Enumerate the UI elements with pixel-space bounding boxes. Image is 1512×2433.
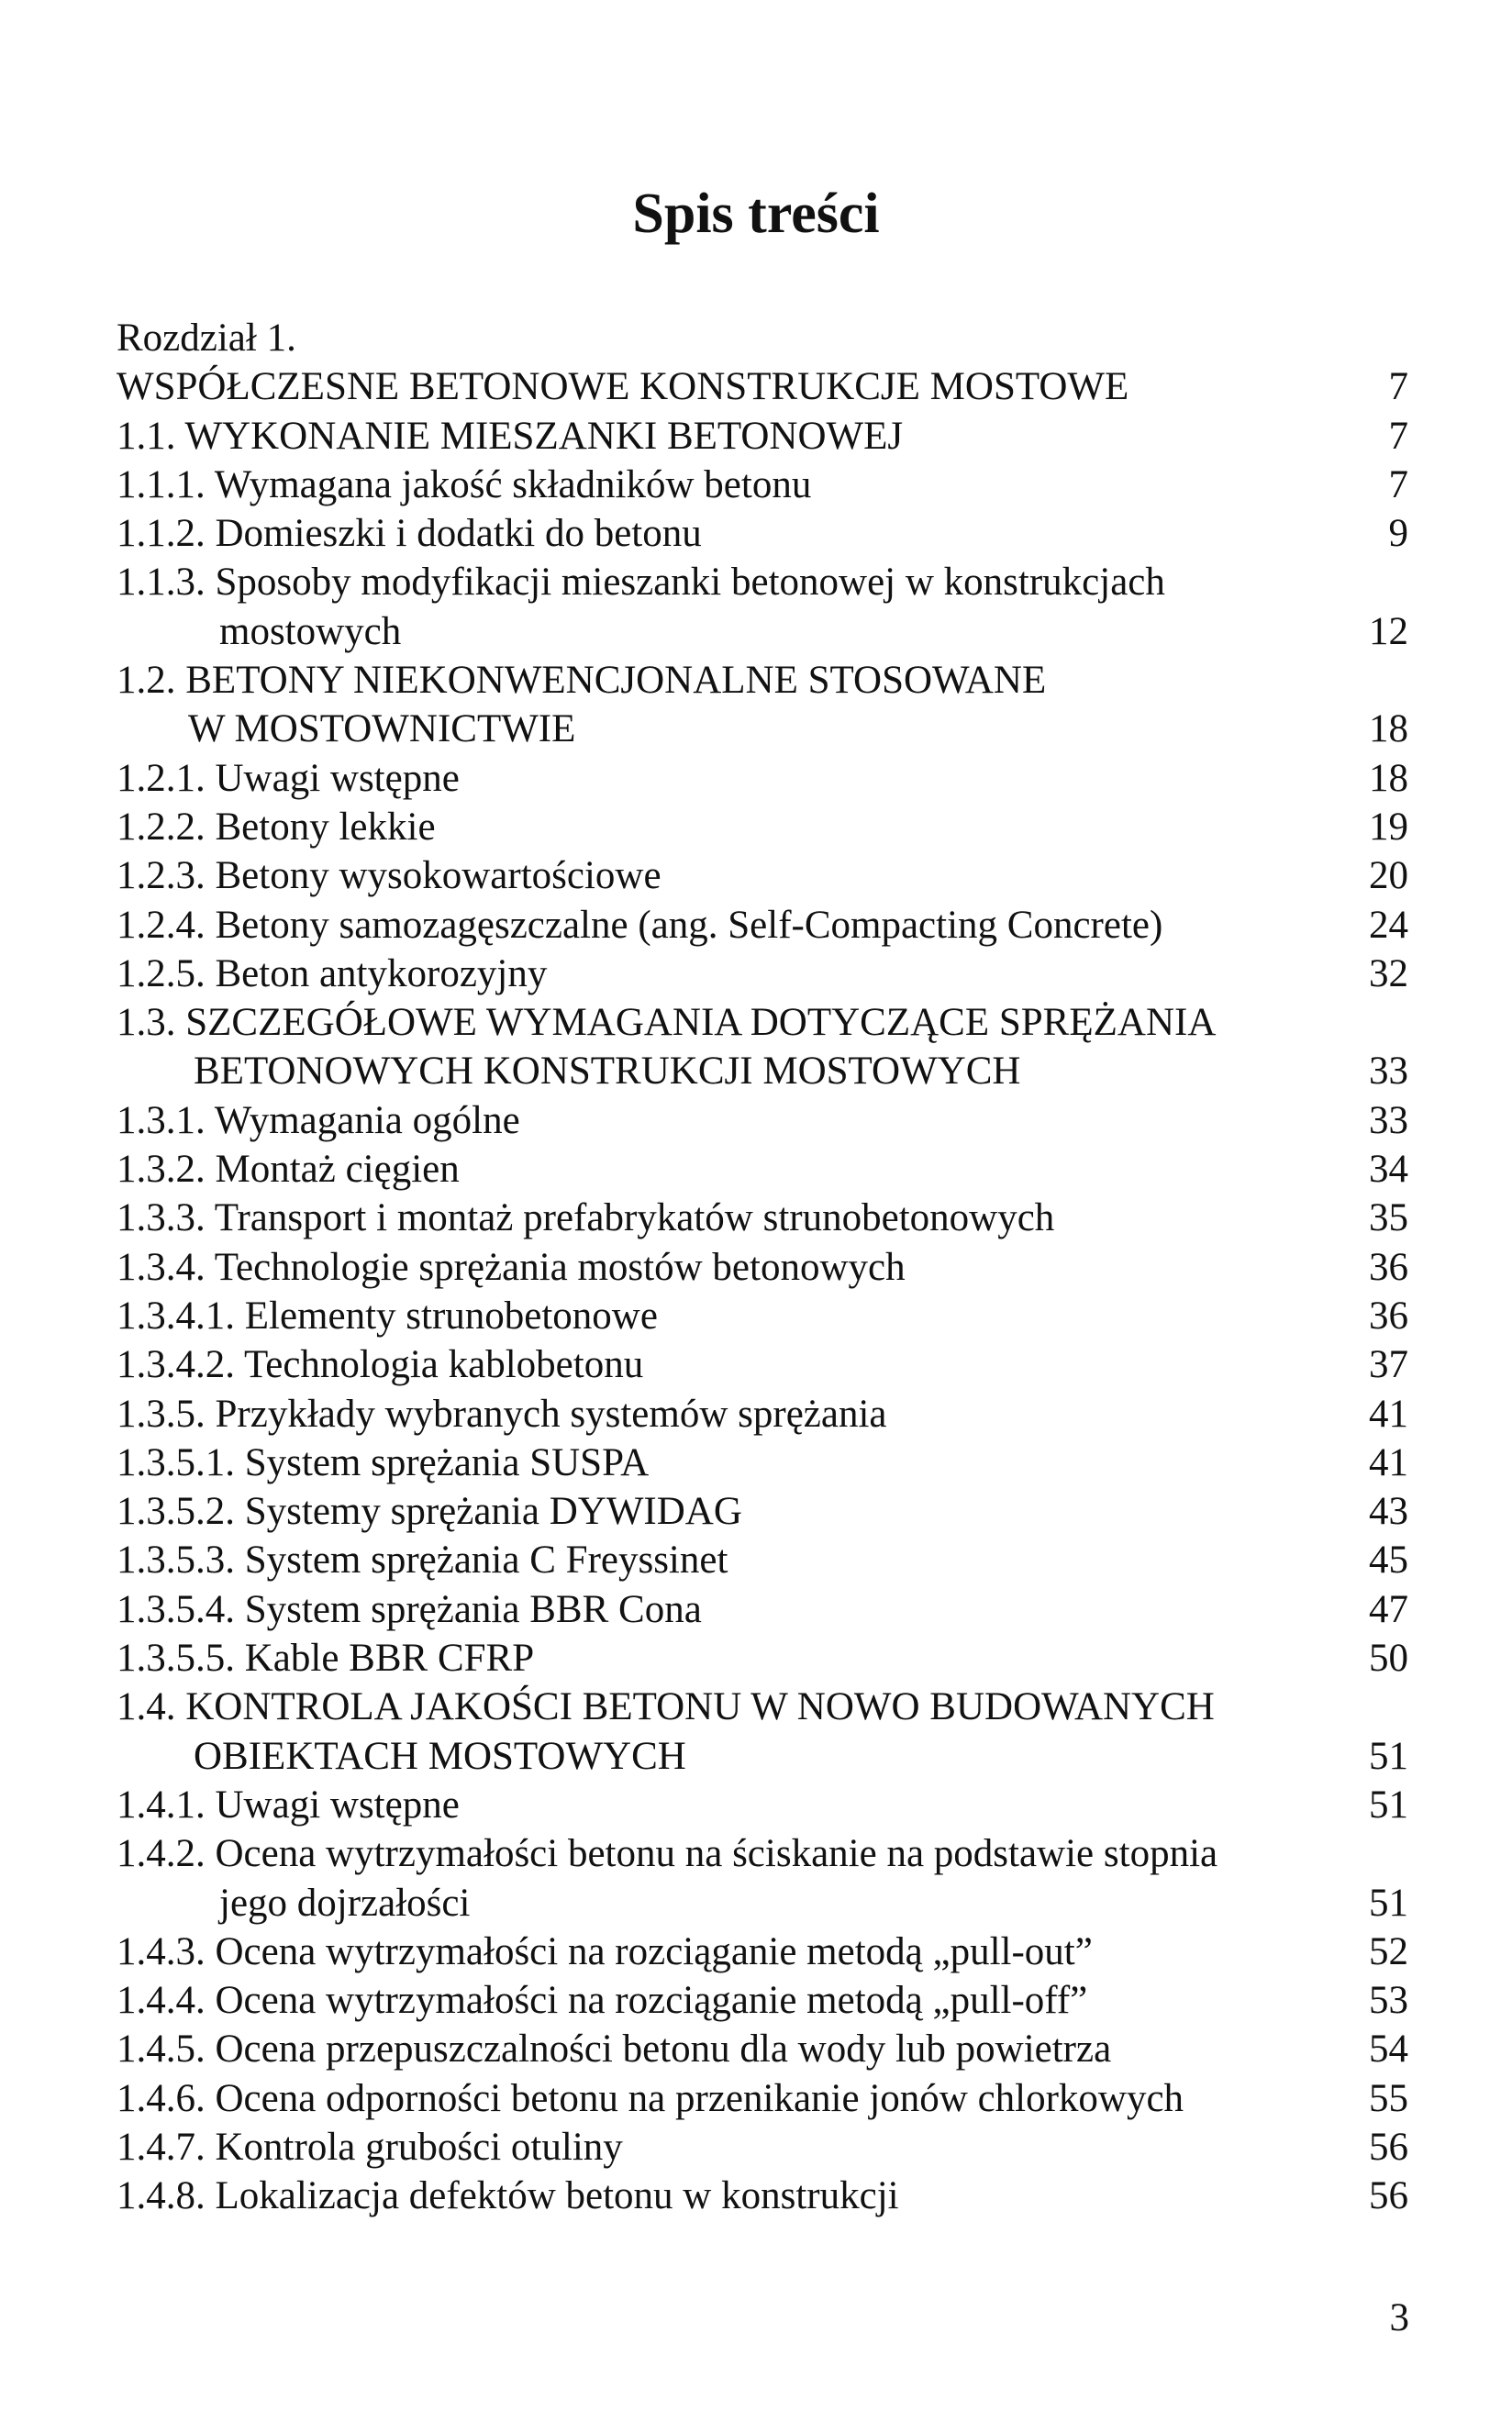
toc-entry-text: W MOSTOWNICTWIE (188, 707, 576, 751)
page-number: 3 (1389, 2296, 1409, 2339)
toc-entry (117, 851, 1408, 900)
toc-entry-text: jego dojrzałości (219, 1881, 471, 1925)
toc-entry-page: 34 (1369, 1148, 1408, 1192)
toc-entry-page: 41 (1369, 1392, 1408, 1436)
toc-entry-page: 53 (1369, 1979, 1408, 2023)
toc-entry (117, 1096, 1408, 1145)
toc-entry-text: Rozdział 1. (117, 317, 296, 360)
toc-entry (117, 1829, 1408, 1878)
toc-entry-page: 45 (1369, 1539, 1408, 1583)
toc-entry (117, 1194, 1408, 1242)
toc-entry-text: 1.4.2. Ocena wytrzymałości betonu na ściskanie na podstawie stopnia (117, 1832, 1218, 1876)
toc-entry-page: 33 (1369, 1098, 1408, 1142)
toc-entry-text: 1.4.8. Lokalizacja defektów betonu w konstrukcji (117, 2174, 899, 2218)
toc-entry-text: 1.1.3. Sposoby modyfikacji mieszanki betonowej w konstrukcjach (117, 561, 1165, 605)
toc-entry-text: 1.3.4. Technologie sprężania mostów betonowych (117, 1245, 906, 1289)
toc-entry-text: BETONOWYCH KONSTRUKCJI MOSTOWYCH (194, 1050, 1021, 1094)
toc-entry (117, 1390, 1408, 1439)
toc-entry (117, 314, 1408, 362)
page-title: Spis treści (632, 183, 880, 245)
toc-entry-page: 36 (1369, 1245, 1408, 1289)
toc-entry-text: 1.3.5. Przykłady wybranych systemów sprężania (117, 1392, 887, 1436)
toc-entry-page: 19 (1369, 805, 1408, 849)
toc-entry-text: mostowych (219, 609, 402, 653)
toc-entry-page: 18 (1369, 756, 1408, 800)
toc-entry-text: 1.2.4. Betony samozagęszczalne (ang. Self-Compacting Concrete) (117, 903, 1163, 947)
toc-entry-page: 47 (1369, 1587, 1408, 1631)
toc-entry-text: 1.3.2. Montaż cięgien (117, 1148, 460, 1192)
toc-entry (117, 2172, 1408, 2220)
toc-entry (117, 1732, 1408, 1781)
toc-entry (117, 901, 1408, 950)
toc-entry-text: 1.3.4.2. Technologia kablobetonu (117, 1343, 644, 1387)
toc-entry-page: 24 (1369, 903, 1408, 947)
toc-entry-text: 1.3.1. Wymagania ogólne (117, 1098, 520, 1142)
toc-entry-text: 1.2. BETONY NIEKONWENCJONALNE STOSOWANE (117, 659, 1047, 703)
toc-entry-page: 12 (1369, 609, 1408, 653)
toc-entry (117, 803, 1408, 851)
toc-entry-text: 1.2.5. Beton antykorozyjny (117, 951, 548, 995)
toc-entry-page: 51 (1369, 1881, 1408, 1925)
toc-entry-text: 1.4.6. Ocena odporności betonu na przenikanie jonów chlorkowych (117, 2076, 1184, 2120)
toc-entry-text: 1.3.5.5. Kable BBR CFRP (117, 1637, 535, 1681)
toc-entry (117, 1879, 1408, 1928)
toc-entry (117, 1243, 1408, 1292)
toc-entry (117, 1145, 1408, 1194)
toc-entry (117, 1781, 1408, 1829)
toc-entry-text: 1.1.2. Domieszki i dodatki do betonu (117, 512, 702, 556)
toc-entry (117, 1683, 1408, 1731)
toc-entry-text: 1.3.5.4. System sprężania BBR Cona (117, 1587, 702, 1631)
toc-entry-page: 33 (1369, 1050, 1408, 1094)
toc-entry-page: 43 (1369, 1490, 1408, 1534)
table-of-contents (117, 314, 1408, 2221)
toc-entry (117, 1487, 1408, 1536)
toc-entry (117, 1047, 1408, 1095)
toc-entry-page: 32 (1369, 951, 1408, 995)
toc-entry-page: 36 (1369, 1294, 1408, 1338)
toc-entry-text: OBIEKTACH MOSTOWYCH (194, 1734, 686, 1778)
toc-entry-text: 1.2.1. Uwagi wstępne (117, 756, 460, 800)
toc-entry-page: 55 (1369, 2076, 1408, 2120)
toc-entry-page: 7 (1388, 462, 1408, 506)
toc-entry (117, 1536, 1408, 1584)
toc-entry-text: 1.2.3. Betony wysokowartościowe (117, 854, 662, 898)
toc-entry (117, 558, 1408, 606)
toc-entry (117, 2025, 1408, 2073)
toc-entry-page: 54 (1369, 2028, 1408, 2072)
toc-entry-page: 51 (1369, 1734, 1408, 1778)
toc-entry-page: 51 (1369, 1783, 1408, 1827)
toc-entry-text: 1.3.5.1. System sprężania SUSPA (117, 1440, 650, 1484)
toc-entry-text: 1.1.1. Wymagana jakość składników betonu (117, 462, 812, 506)
toc-entry (117, 705, 1408, 753)
toc-entry-text: 1.3.5.2. Systemy sprężania DYWIDAG (117, 1490, 742, 1534)
toc-entry-page: 50 (1369, 1637, 1408, 1681)
toc-entry-text: 1.4. KONTROLA JAKOŚCI BETONU W NOWO BUDOWANYCH (117, 1685, 1215, 1729)
toc-entry-page: 7 (1388, 365, 1408, 409)
toc-entry (117, 2123, 1408, 2172)
toc-entry-page: 37 (1369, 1343, 1408, 1387)
toc-entry (117, 1585, 1408, 1634)
toc-entry (117, 656, 1408, 705)
toc-entry (117, 998, 1408, 1047)
toc-entry-text: 1.4.3. Ocena wytrzymałości na rozciąganie metodą „pull-out” (117, 1929, 1093, 1973)
toc-entry-text: 1.1. WYKONANIE MIESZANKI BETONOWEJ (117, 414, 904, 458)
toc-entry (117, 1439, 1408, 1487)
toc-entry (117, 1292, 1408, 1340)
toc-entry (117, 412, 1408, 461)
toc-entry-page: 52 (1369, 1929, 1408, 1973)
toc-entry-page: 9 (1388, 512, 1408, 556)
toc-entry-page: 7 (1388, 414, 1408, 458)
toc-entry-text: 1.4.7. Kontrola grubości otuliny (117, 2125, 623, 2169)
toc-entry-page: 35 (1369, 1196, 1408, 1240)
toc-entry (117, 509, 1408, 558)
toc-entry-text: 1.3.5.3. System sprężania C Freyssinet (117, 1539, 728, 1583)
toc-entry-text: 1.4.1. Uwagi wstępne (117, 1783, 460, 1827)
toc-entry (117, 754, 1408, 803)
toc-entry (117, 362, 1408, 411)
toc-entry-text: 1.3.4.1. Elementy strunobetonowe (117, 1294, 658, 1338)
toc-entry-text: WSPÓŁCZESNE BETONOWE KONSTRUKCJE MOSTOWE (117, 365, 1129, 409)
toc-entry-text: 1.3. SZCZEGÓŁOWE WYMAGANIA DOTYCZĄCE SPRĘŻANIA (117, 1001, 1217, 1045)
toc-entry (117, 950, 1408, 998)
toc-entry (117, 1928, 1408, 1976)
toc-entry-text: 1.4.5. Ocena przepuszczalności betonu dla wody lub powietrza (117, 2028, 1112, 2072)
toc-entry-page: 56 (1369, 2125, 1408, 2169)
toc-entry-text: 1.4.4. Ocena wytrzymałości na rozciąganie metodą „pull-off” (117, 1979, 1088, 2023)
toc-entry-page: 56 (1369, 2174, 1408, 2218)
toc-entry-page: 18 (1369, 707, 1408, 751)
toc-entry (117, 461, 1408, 509)
toc-entry-page: 41 (1369, 1440, 1408, 1484)
toc-entry-page: 20 (1369, 854, 1408, 898)
toc-entry-text: 1.2.2. Betony lekkie (117, 805, 436, 849)
toc-entry (117, 1976, 1408, 2025)
toc-entry (117, 607, 1408, 656)
toc-entry (117, 2074, 1408, 2123)
toc-entry (117, 1340, 1408, 1389)
toc-entry (117, 1634, 1408, 1683)
toc-entry-text: 1.3.3. Transport i montaż prefabrykatów strunobetonowych (117, 1196, 1055, 1240)
